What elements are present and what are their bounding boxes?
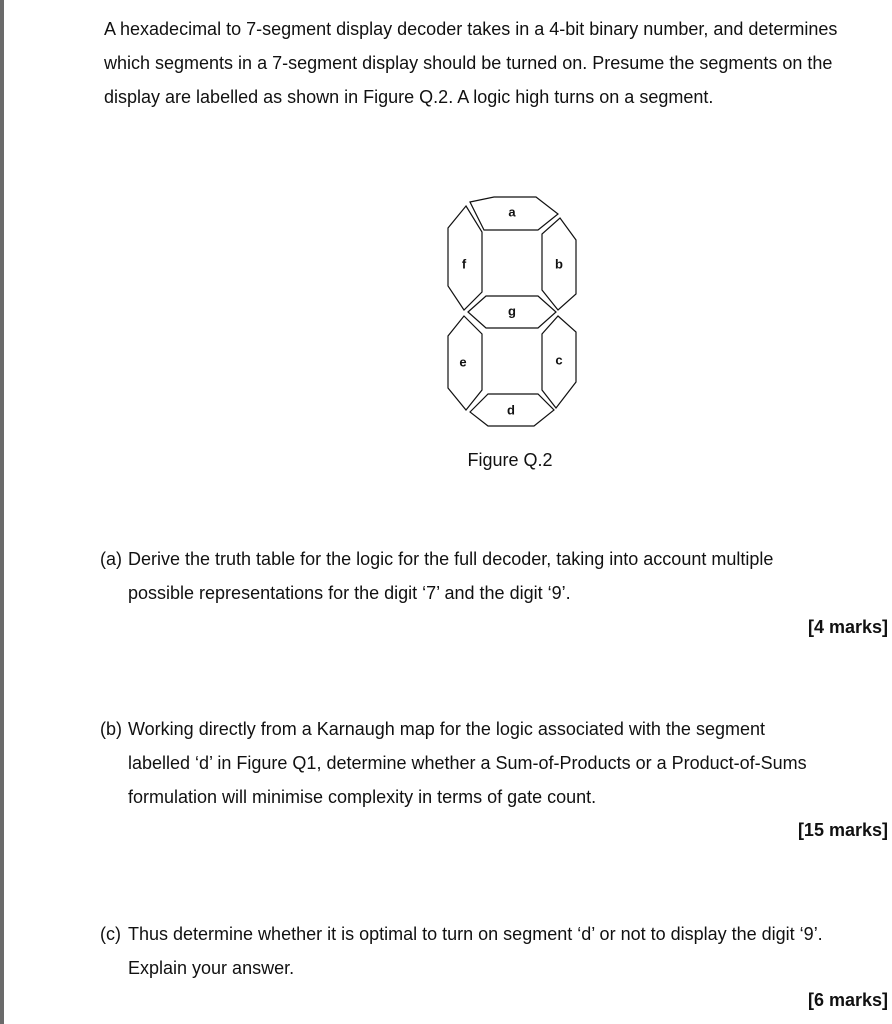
question-a (100, 542, 880, 610)
question-a-label: (a) (100, 549, 122, 569)
segment-a-label: a (508, 204, 516, 220)
question-b-marks: [15 marks] (797, 820, 888, 840)
question-b (100, 712, 880, 814)
question-a-text-rest: possible representations for the digit ‘7’ and the digit ‘9’. (128, 583, 571, 603)
question-a-text-line1: Derive the truth table for the logic for the full decoder, taking into account multiple (128, 549, 774, 569)
question-b-text-rest: labelled ‘d’ in Figure Q1, determine whether a Sum-of-Products or a Product-of-Sums formulation will minimise complexity in terms of gate count. (128, 753, 807, 807)
seven-segment-diagram (440, 192, 590, 432)
question-b-label: (b) (100, 719, 122, 739)
segment-b-label: b (555, 256, 563, 272)
question-c-marks: [6 marks] (807, 990, 888, 1010)
question-c (100, 917, 880, 985)
segment-f-label: f (461, 256, 467, 272)
question-a-marks: [4 marks] (807, 617, 888, 637)
question-c-text-rest: Explain your answer. (128, 958, 295, 978)
segment-e-label: e (459, 354, 467, 370)
intro-paragraph: A hexadecimal to 7-segment display decoder takes in a 4-bit binary number, and determines which segments in a 7-segment display should be turned on. Presume the segments on the display are labelled as shown in Figure Q.2. A logic high turns on a segment. (104, 19, 838, 107)
segment-g-label: g (508, 303, 516, 319)
question-c-text-line1: Thus determine whether it is optimal to turn on segment ‘d’ or not to display the digit ‘9’. (128, 924, 823, 944)
segment-c-label: c (555, 352, 563, 368)
segment-d-label: d (507, 402, 515, 418)
seven-segment-figure (440, 192, 590, 432)
question-b-text-line1: Working directly from a Karnaugh map for the logic associated with the segment (128, 719, 765, 739)
page-edge-rule (0, 0, 4, 1024)
question-c-label: (c) (100, 924, 121, 944)
figure-caption: Figure Q.2 (467, 450, 553, 470)
